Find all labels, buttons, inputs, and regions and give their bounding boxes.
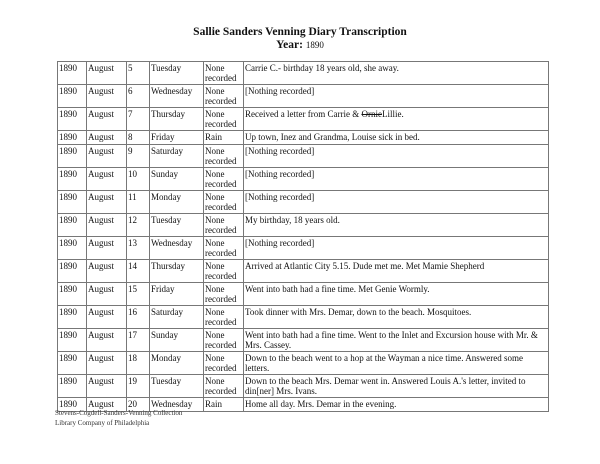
collection-name: Stevens-Cogdell-Sanders-Venning Collection (55, 409, 183, 417)
entry-cell: [Nothing recorded] (244, 237, 549, 260)
table-row (58, 108, 549, 131)
weekday-cell: Wednesday (150, 85, 204, 108)
weekday-cell: Monday (150, 191, 204, 214)
year-cell: 1890 (58, 398, 87, 412)
month-cell: August (87, 306, 127, 329)
weekday-cell: Wednesday (150, 237, 204, 260)
year-cell: 1890 (58, 168, 87, 191)
collection-footer (55, 408, 182, 428)
weather-cell: None recorded (204, 306, 244, 329)
weather-cell: Rain (204, 398, 244, 412)
month-cell: August (87, 237, 127, 260)
year-cell: 1890 (58, 214, 87, 237)
month-cell: August (87, 191, 127, 214)
month-cell: August (87, 168, 127, 191)
year-cell: 1890 (58, 283, 87, 306)
diary-table (57, 61, 549, 412)
table-row (58, 214, 549, 237)
weather-cell: None recorded (204, 168, 244, 191)
entry-cell: Arrived at Atlantic City 5.15. Dude met me. Met Mamie Shepherd (244, 260, 549, 283)
weather-cell: None recorded (204, 85, 244, 108)
entry-text: Lillie. (381, 109, 404, 119)
month-cell: August (87, 62, 127, 85)
entry-cell: [Nothing recorded] (244, 145, 549, 168)
weather-cell: None recorded (204, 260, 244, 283)
month-cell: August (87, 375, 127, 398)
year-label: Year: (276, 39, 303, 51)
weekday-cell: Tuesday (150, 62, 204, 85)
entry-cell: Home all day. Mrs. Demar in the evening. (244, 398, 549, 412)
weather-cell: None recorded (204, 145, 244, 168)
entry-cell: My birthday, 18 years old. (244, 214, 549, 237)
day-cell: 16 (127, 306, 150, 329)
day-cell: 14 (127, 260, 150, 283)
weekday-cell: Thursday (150, 108, 204, 131)
weekday-cell: Tuesday (150, 214, 204, 237)
year-cell: 1890 (58, 306, 87, 329)
table-row (58, 145, 549, 168)
entry-cell: Took dinner with Mrs. Demar, down to the beach. Mosquitoes. (244, 306, 549, 329)
weekday-cell: Saturday (150, 145, 204, 168)
weekday-cell: Sunday (150, 168, 204, 191)
entry-cell: Down to the beach went to a hop at the Wayman a nice time. Answered some letters. (244, 352, 549, 375)
weather-cell: None recorded (204, 62, 244, 85)
institution-name: Library Company of Philadelphia (55, 419, 150, 427)
weather-cell: None recorded (204, 237, 244, 260)
day-cell: 5 (127, 62, 150, 85)
table-row (58, 306, 549, 329)
year-cell: 1890 (58, 131, 87, 145)
year-cell: 1890 (58, 62, 87, 85)
weather-cell: None recorded (204, 375, 244, 398)
weather-cell: None recorded (204, 214, 244, 237)
weekday-cell: Monday (150, 352, 204, 375)
table-row (58, 168, 549, 191)
month-cell: August (87, 85, 127, 108)
day-cell: 13 (127, 237, 150, 260)
month-cell: August (87, 398, 127, 412)
entry-cell (244, 108, 549, 131)
year-cell: 1890 (58, 352, 87, 375)
weather-cell: None recorded (204, 329, 244, 352)
weekday-cell: Sunday (150, 329, 204, 352)
day-cell: 6 (127, 85, 150, 108)
month-cell: August (87, 131, 127, 145)
year-cell: 1890 (58, 375, 87, 398)
weather-cell: None recorded (204, 283, 244, 306)
table-row (58, 62, 549, 85)
weekday-cell: Tuesday (150, 375, 204, 398)
weekday-cell: Friday (150, 131, 204, 145)
day-cell: 11 (127, 191, 150, 214)
year-cell: 1890 (58, 108, 87, 131)
table-row (58, 191, 549, 214)
entry-cell: [Nothing recorded] (244, 168, 549, 191)
entry-cell: Went into bath had a fine time. Met Genie Wormly. (244, 283, 549, 306)
weekday-cell: Saturday (150, 306, 204, 329)
year-cell: 1890 (58, 145, 87, 168)
entry-cell: Down to the beach Mrs. Demar went in. Answered Louis A.'s letter, invited to din[ner] Mrs. Ivans. (244, 375, 549, 398)
entry-cell: Up town, Inez and Grandma, Louise sick in bed. (244, 131, 549, 145)
month-cell: August (87, 352, 127, 375)
weekday-cell: Wednesday (150, 398, 204, 412)
document-title: Sallie Sanders Venning Diary Transcription (193, 26, 407, 38)
day-cell: 10 (127, 168, 150, 191)
year-cell: 1890 (58, 85, 87, 108)
day-cell: 19 (127, 375, 150, 398)
day-cell: 20 (127, 398, 150, 412)
day-cell: 17 (127, 329, 150, 352)
weather-cell: None recorded (204, 108, 244, 131)
table-row (58, 237, 549, 260)
weekday-cell: Thursday (150, 260, 204, 283)
table-row (58, 283, 549, 306)
table-row (58, 85, 549, 108)
year-cell: 1890 (58, 329, 87, 352)
month-cell: August (87, 283, 127, 306)
entry-cell: Carrie C.- birthday 18 years old, she away. (244, 62, 549, 85)
table-row (58, 131, 549, 145)
day-cell: 8 (127, 131, 150, 145)
document-header (0, 26, 600, 52)
table-row (58, 352, 549, 375)
entry-text: Received a letter from Carrie & (245, 109, 362, 119)
month-cell: August (87, 108, 127, 131)
weather-cell: None recorded (204, 352, 244, 375)
day-cell: 9 (127, 145, 150, 168)
entry-cell: [Nothing recorded] (244, 191, 549, 214)
struck-text: Ornie (361, 109, 382, 119)
month-cell: August (87, 329, 127, 352)
entry-cell: [Nothing recorded] (244, 85, 549, 108)
weather-cell: None recorded (204, 191, 244, 214)
weather-cell: Rain (204, 131, 244, 145)
year-cell: 1890 (58, 191, 87, 214)
weekday-cell: Friday (150, 283, 204, 306)
table-row (58, 329, 549, 352)
month-cell: August (87, 145, 127, 168)
day-cell: 7 (127, 108, 150, 131)
year-value: 1890 (305, 40, 324, 50)
month-cell: August (87, 214, 127, 237)
table-row (58, 260, 549, 283)
year-cell: 1890 (58, 237, 87, 260)
table-row (58, 375, 549, 398)
entry-cell: Went into bath had a fine time. Went to the Inlet and Excursion house with Mr. & Mrs. Cassey. (244, 329, 549, 352)
day-cell: 12 (127, 214, 150, 237)
month-cell: August (87, 260, 127, 283)
day-cell: 18 (127, 352, 150, 375)
year-cell: 1890 (58, 260, 87, 283)
year-line (0, 39, 600, 52)
day-cell: 15 (127, 283, 150, 306)
